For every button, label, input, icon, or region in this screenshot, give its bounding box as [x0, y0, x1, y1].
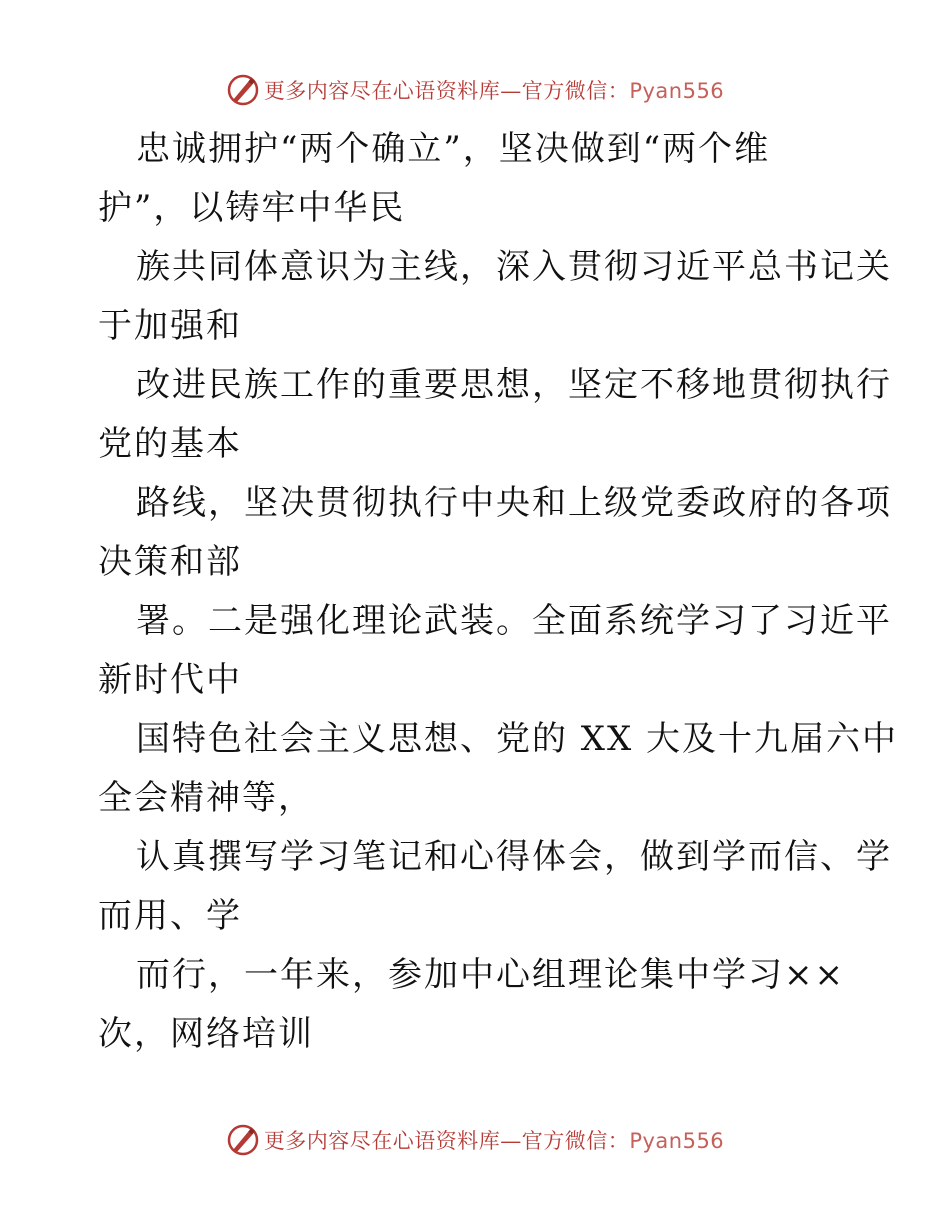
footer-banner [0, 1120, 950, 1160]
text-line: 认真撰写学习笔记和心得体会，做到学而信、学 [136, 837, 892, 877]
banner-text: 更多内容尽在心语资料库—官方微信：Pyan556 [263, 79, 725, 103]
header-banner [0, 70, 950, 110]
text-line: 忠诚拥护“两个确立”，坚决做到“两个维 [136, 129, 771, 169]
text-line: 党的基本 [98, 424, 242, 464]
pen-circle-logo-icon [226, 73, 260, 107]
text-line: 全会精神等， [98, 778, 314, 818]
text-line: 而用、学 [98, 896, 242, 936]
document-body [98, 120, 899, 1064]
banner-wechat-id: Pyan556 [629, 1129, 725, 1153]
text-line: 决策和部 [98, 542, 242, 582]
banner-wechat-id: Pyan556 [629, 79, 725, 103]
text-line: 次，网络培训 [98, 1014, 314, 1054]
text-line: 署。二是强化理论武装。全面系统学习了习近平 [136, 601, 892, 641]
text-line: 族共同体意识为主线，深入贯彻习近平总书记关 [136, 247, 892, 287]
text-line: 护”，以铸牢中华民 [98, 188, 406, 228]
text-line: 于加强和 [98, 306, 242, 346]
text-line: 新时代中 [98, 660, 242, 700]
text-line: 而行，一年来，参加中心组理论集中学习×× [136, 955, 845, 995]
text-line: 改进民族工作的重要思想，坚定不移地贯彻执行 [136, 365, 892, 405]
pen-circle-logo-icon [226, 1123, 260, 1157]
text-line: 路线，坚决贯彻执行中央和上级党委政府的各项 [136, 483, 892, 523]
text-line: 国特色社会主义思想、党的 XX 大及十九届六中 [136, 719, 899, 759]
banner-text: 更多内容尽在心语资料库—官方微信：Pyan556 [263, 1129, 725, 1153]
